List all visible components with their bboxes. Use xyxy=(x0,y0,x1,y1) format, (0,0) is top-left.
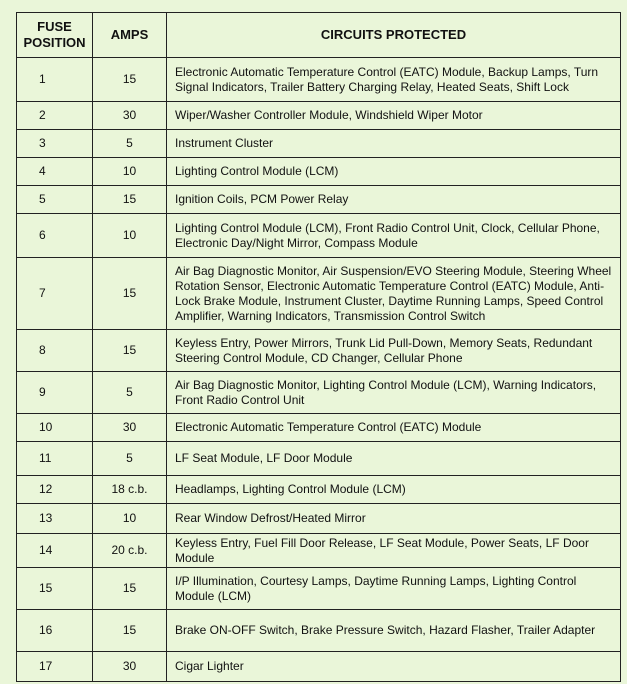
header-amps: AMPS xyxy=(93,13,167,58)
table-row xyxy=(17,102,621,130)
fuse-position-cell: 14 xyxy=(17,534,93,568)
amps-cell: 20 c.b. xyxy=(93,534,167,568)
table-row xyxy=(17,130,621,158)
circuits-cell: Wiper/Washer Controller Module, Windshield Wiper Motor xyxy=(167,102,621,130)
table-row xyxy=(17,214,621,258)
fuse-position-cell: 2 xyxy=(17,102,93,130)
amps-cell: 10 xyxy=(93,158,167,186)
table-row xyxy=(17,476,621,504)
amps-cell: 30 xyxy=(93,414,167,442)
fuse-position-cell: 10 xyxy=(17,414,93,442)
amps-cell: 30 xyxy=(93,652,167,682)
table-row xyxy=(17,610,621,652)
circuits-cell: Lighting Control Module (LCM), Front Radio Control Unit, Clock, Cellular Phone, Electronic Day/Night Mirror, Compass Module xyxy=(167,214,621,258)
table-row xyxy=(17,534,621,568)
fuse-position-cell: 1 xyxy=(17,58,93,102)
circuits-cell: Instrument Cluster xyxy=(167,130,621,158)
circuits-cell: Keyless Entry, Power Mirrors, Trunk Lid Pull-Down, Memory Seats, Redundant Steering Control Module, CD Changer, Cellular Phone xyxy=(167,330,621,372)
amps-cell: 15 xyxy=(93,610,167,652)
amps-cell: 30 xyxy=(93,102,167,130)
fuse-position-cell: 9 xyxy=(17,372,93,414)
fuse-position-cell: 12 xyxy=(17,476,93,504)
circuits-cell: Lighting Control Module (LCM) xyxy=(167,158,621,186)
table-row xyxy=(17,372,621,414)
header-fuse-position: FUSE POSITION xyxy=(17,13,93,58)
amps-cell: 15 xyxy=(93,330,167,372)
amps-cell: 15 xyxy=(93,186,167,214)
table-row xyxy=(17,568,621,610)
circuits-cell: Brake ON-OFF Switch, Brake Pressure Switch, Hazard Flasher, Trailer Adapter xyxy=(167,610,621,652)
header-row xyxy=(17,13,621,58)
table-row xyxy=(17,158,621,186)
header-circuits-protected: CIRCUITS PROTECTED xyxy=(167,13,621,58)
fuse-position-cell: 16 xyxy=(17,610,93,652)
circuits-cell: I/P Illumination, Courtesy Lamps, Daytime Running Lamps, Lighting Control Module (LCM) xyxy=(167,568,621,610)
fuse-table xyxy=(16,12,621,682)
fuse-position-cell: 11 xyxy=(17,442,93,476)
fuse-position-cell: 5 xyxy=(17,186,93,214)
fuse-position-cell: 8 xyxy=(17,330,93,372)
amps-cell: 10 xyxy=(93,214,167,258)
circuits-cell: Electronic Automatic Temperature Control (EATC) Module, Backup Lamps, Turn Signal Indicators, Trailer Battery Charging Relay, Heated Seats, Shift Lock xyxy=(167,58,621,102)
circuits-cell: Keyless Entry, Fuel Fill Door Release, LF Seat Module, Power Seats, LF Door Module xyxy=(167,534,621,568)
circuits-cell: Headlamps, Lighting Control Module (LCM) xyxy=(167,476,621,504)
fuse-position-cell: 4 xyxy=(17,158,93,186)
table-row xyxy=(17,258,621,330)
circuits-cell: Air Bag Diagnostic Monitor, Lighting Control Module (LCM), Warning Indicators, Front Radio Control Unit xyxy=(167,372,621,414)
amps-cell: 10 xyxy=(93,504,167,534)
table-row xyxy=(17,330,621,372)
table-row xyxy=(17,504,621,534)
amps-cell: 18 c.b. xyxy=(93,476,167,504)
fuse-position-cell: 17 xyxy=(17,652,93,682)
amps-cell: 15 xyxy=(93,58,167,102)
amps-cell: 15 xyxy=(93,258,167,330)
amps-cell: 5 xyxy=(93,372,167,414)
amps-cell: 5 xyxy=(93,130,167,158)
circuits-cell: Air Bag Diagnostic Monitor, Air Suspension/EVO Steering Module, Steering Wheel Rotation Sensor, Electronic Automatic Temperature Control (EATC) Module, Anti-Lock Brake Module, Instrument Cluster, Daytime Running Lamps, Speed Control Amplifier, Warning Indicators, Transmission Control Switch xyxy=(167,258,621,330)
table-row xyxy=(17,58,621,102)
fuse-position-cell: 13 xyxy=(17,504,93,534)
fuse-position-cell: 3 xyxy=(17,130,93,158)
table-row xyxy=(17,442,621,476)
circuits-cell: Ignition Coils, PCM Power Relay xyxy=(167,186,621,214)
table-row xyxy=(17,652,621,682)
circuits-cell: LF Seat Module, LF Door Module xyxy=(167,442,621,476)
table-row xyxy=(17,414,621,442)
fuse-position-cell: 6 xyxy=(17,214,93,258)
amps-cell: 5 xyxy=(93,442,167,476)
circuits-cell: Cigar Lighter xyxy=(167,652,621,682)
fuse-position-cell: 7 xyxy=(17,258,93,330)
fuse-position-cell: 15 xyxy=(17,568,93,610)
table-row xyxy=(17,186,621,214)
amps-cell: 15 xyxy=(93,568,167,610)
circuits-cell: Electronic Automatic Temperature Control (EATC) Module xyxy=(167,414,621,442)
circuits-cell: Rear Window Defrost/Heated Mirror xyxy=(167,504,621,534)
